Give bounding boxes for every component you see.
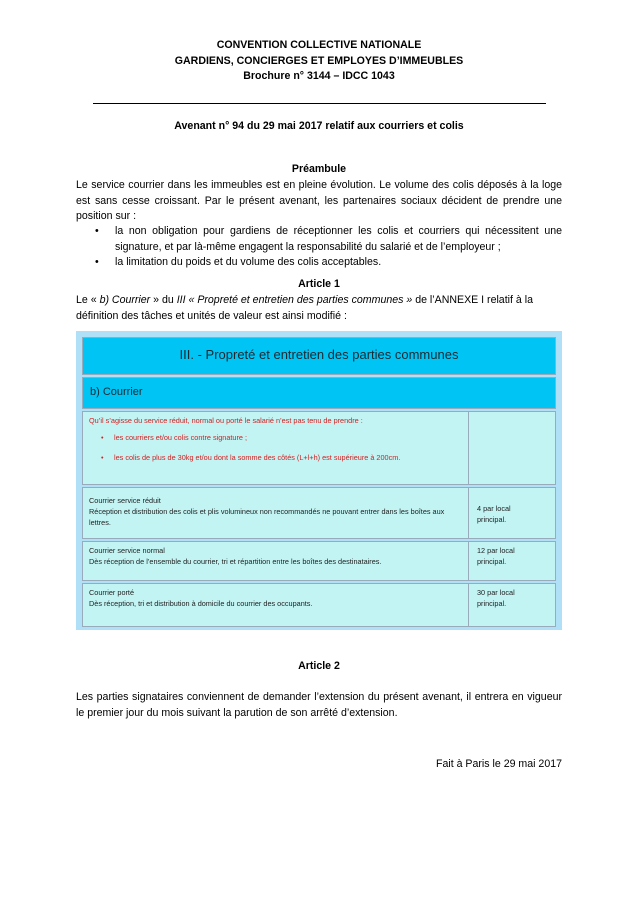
signature-line: Fait à Paris le 29 mai 2017 [435, 758, 562, 770]
bullet-icon: • [95, 225, 99, 237]
row-description-cell [83, 488, 469, 538]
row-value-cell [477, 588, 515, 610]
list-item: • la limitation du poids et du volume des colis acceptables. [76, 255, 562, 271]
preambule-bullets [76, 224, 562, 271]
preambule-heading: Préambule [291, 163, 347, 175]
table-row [82, 487, 556, 539]
row-value: 30 par local [477, 588, 515, 597]
row-desc: Dès réception de l’ensemble du courrier, tri et répartition entre les boîtes des destinataires. [89, 556, 382, 566]
condition-bullets [89, 433, 462, 464]
preambule-text: Le service courrier dans les immeubles est en pleine évolution. Le volume des colis déposés à la loge est sans cesse croissant. Par le présent avenant, les partenaires sociaux décident de prendre une position sur : [76, 179, 562, 222]
row-value-unit: principal. [477, 514, 507, 524]
document-subtitle: Avenant n° 94 du 29 mai 2017 relatif aux courriers et colis [174, 120, 464, 132]
table-row [82, 583, 556, 627]
document-header [0, 38, 638, 85]
condition-cell [83, 412, 469, 484]
list-item: • les courriers et/ou colis contre signature ; [101, 432, 248, 442]
article1-text: Le « b) Courrier » du III « Propreté et entretien des parties communes » de l’ANNEXE I relatif à la définition des tâches et unités de valeur est ainsi modifié : [76, 294, 533, 322]
row-name: Courrier porté [89, 588, 135, 597]
row-description-cell [83, 542, 469, 580]
table-row [82, 541, 556, 581]
article2-text: Les parties signataires conviennent de demander l’extension du présent avenant, il entrera en vigueur le premier jour du mois suivant la parution de son arrêté d’extension. [76, 691, 562, 719]
list-item: • les colis de plus de 30kg et/ou dont la somme des côtés (L+l+h) est supérieure à 200cm. [101, 452, 401, 462]
condition-text: Qu’il s’agisse du service réduit, normal ou porté le salarié n’est pas tenu de prendre : [89, 416, 363, 425]
bullet-icon: • [101, 452, 104, 462]
header-line-title: GARDIENS, CONCIERGES ET EMPLOYES D’IMMEUBLES [174, 54, 464, 67]
row-desc: Réception et distribution des colis et plis volumineux non recommandés ne pouvant entrer dans les boîtes aux lettres. [89, 506, 445, 527]
row-name: Courrier service réduit [89, 496, 161, 505]
row-value: 12 par local [477, 546, 515, 555]
table-title-row [82, 337, 556, 375]
table-condition-row [82, 411, 556, 485]
row-value-cell [477, 496, 511, 526]
article2-heading: Article 2 [298, 660, 340, 672]
bullet-icon: • [101, 432, 104, 442]
bullet-icon: • [95, 256, 99, 268]
table-title: III. - Propreté et entretien des parties communes [179, 347, 459, 362]
header-line-convention: CONVENTION COLLECTIVE NATIONALE [216, 39, 422, 51]
row-value-unit: principal. [477, 598, 507, 608]
row-desc: Dès réception, tri et distribution à domicile du courrier des occupants. [89, 598, 313, 608]
article1-heading: Article 1 [298, 278, 340, 290]
row-description-cell [83, 584, 469, 626]
row-value-cell [477, 546, 515, 568]
row-name: Courrier service normal [89, 546, 165, 555]
header-line-brochure: Brochure n° 3144 – IDCC 1043 [243, 70, 395, 82]
table-subtitle-row [82, 377, 556, 409]
list-item: • la non obligation pour gardiens de réceptionner les colis et courriers qui nécessitent une signature, et par là-même engagent la responsabilité du salarié et de l’employeur ; [95, 225, 562, 253]
header-divider [93, 103, 546, 104]
row-value: 4 par local [477, 504, 511, 513]
row-value-unit: principal. [477, 556, 507, 566]
table-subtitle: b) Courrier [90, 386, 143, 398]
